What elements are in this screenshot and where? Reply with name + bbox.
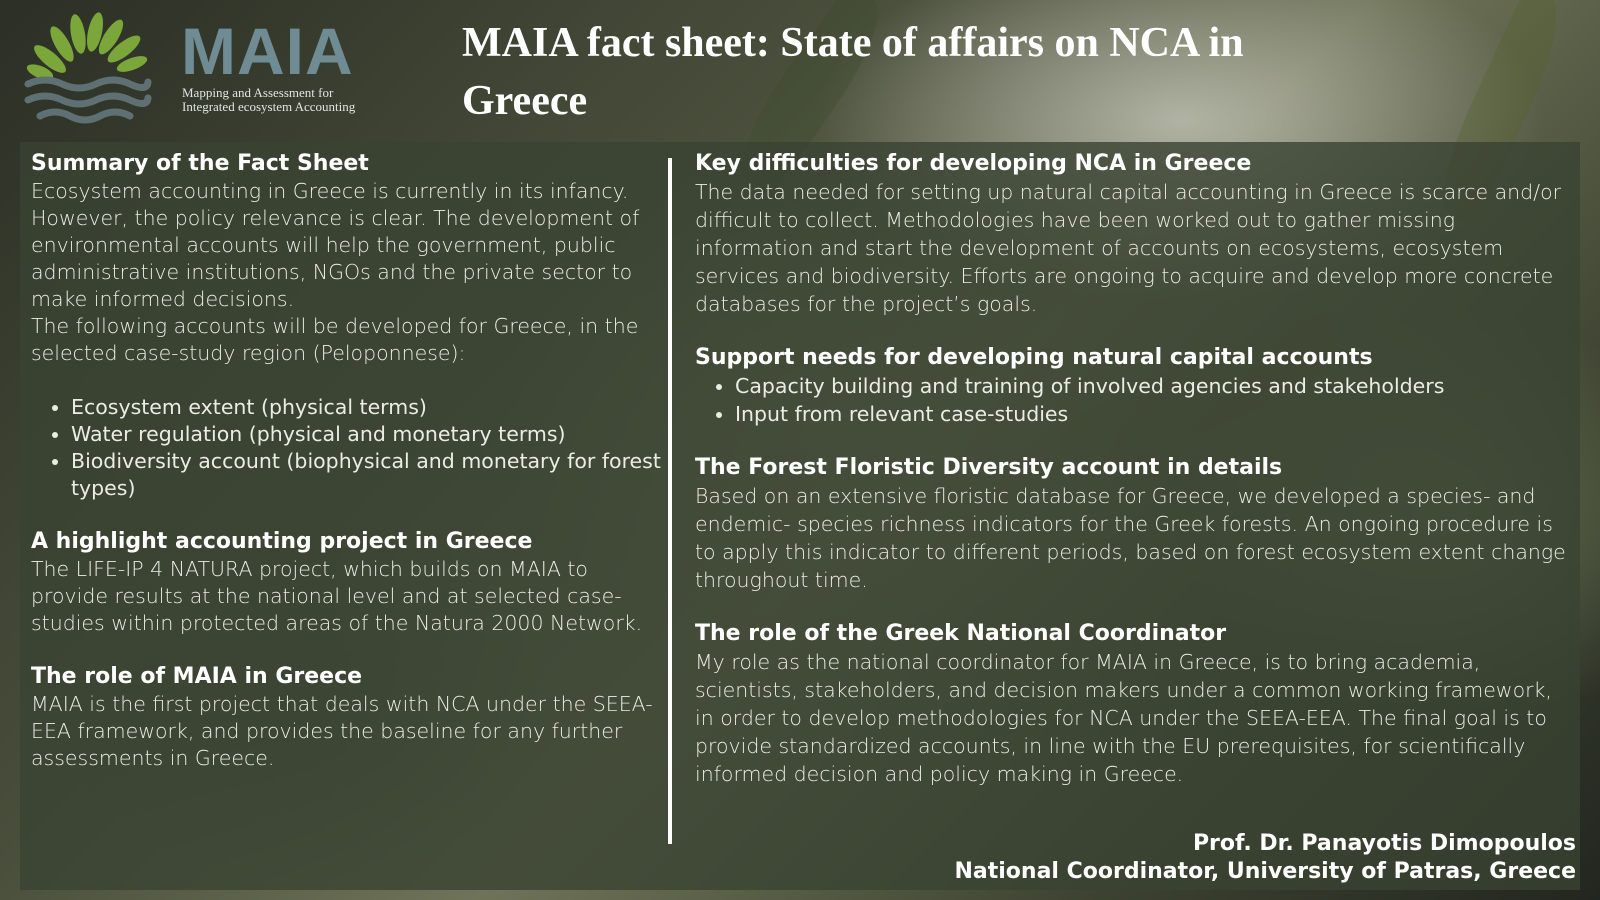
logo-subtitle-line: Integrated ecosystem Accounting bbox=[182, 99, 356, 114]
highlight-section bbox=[31, 528, 663, 637]
column-divider bbox=[668, 158, 672, 844]
page-title: MAIA fact sheet: State of affairs on NCA in Greece bbox=[462, 20, 1244, 124]
role-maia-section bbox=[31, 663, 663, 772]
highlight-paragraph: The LIFE-IP 4 NATURA project, which builds on MAIA to provide results at the national level and at selected case-studies within protected areas of the Natura 2000 Network. bbox=[31, 557, 643, 635]
logo-subtitle-line: Mapping and Assessment for bbox=[182, 85, 334, 100]
coordinator-section bbox=[695, 620, 1575, 788]
signature-name: Prof. Dr. Panayotis Dimopoulos bbox=[1192, 831, 1576, 856]
role-maia-paragraph: MAIA is the first project that deals with NCA under the SEEA-EEA framework, and provides the baseline for any further assessments in Greece. bbox=[31, 692, 653, 770]
forest-heading: The Forest Floristic Diversity account in details bbox=[695, 455, 1283, 480]
list-item: • Capacity building and training of involved agencies and stakeholders bbox=[735, 372, 1575, 400]
role-maia-heading: The role of MAIA in Greece bbox=[31, 664, 363, 689]
support-list bbox=[695, 372, 1575, 428]
forest-section bbox=[695, 454, 1575, 594]
highlight-heading: A highlight accounting project in Greece bbox=[31, 529, 533, 554]
summary-paragraph: The following accounts will be developed for Greece, in the selected case-study region (Peloponnese): bbox=[31, 314, 639, 365]
difficulties-heading: Key difficulties for developing NCA in Greece bbox=[695, 151, 1252, 176]
support-section bbox=[695, 344, 1575, 428]
coordinator-paragraph: My role as the national coordinator for MAIA in Greece, is to bring academia, scientists, stakeholders, and decision makers under a common working framework, in order to develop methodologies for NCA under the SEEA-EEA. The final goal is to provide standardized accounts, in line with the EU prerequisites, for scientifically informed decision and policy making in Greece. bbox=[695, 650, 1552, 786]
difficulties-section bbox=[695, 150, 1575, 318]
summary-heading: Summary of the Fact Sheet bbox=[31, 151, 369, 176]
list-item: • Water regulation (physical and monetary terms) bbox=[71, 421, 663, 448]
list-item: • Biodiversity account (biophysical and monetary for forest types) bbox=[71, 448, 663, 502]
logo-wordmark: MAIA bbox=[181, 14, 354, 88]
difficulties-paragraph: The data needed for setting up natural capital accounting in Greece is scarce and/or difficult to collect. Methodologies have been worked out to gather missing information and start the development of accounts on ecosystems, ecosystem services and biodiversity. Efforts are ongoing to acquire and develop more concrete databases for the project’s goals. bbox=[695, 180, 1562, 316]
signature bbox=[954, 830, 1576, 886]
coordinator-heading: The role of the Greek National Coordinator bbox=[695, 621, 1227, 646]
logo-subtitle bbox=[182, 86, 355, 114]
list-item: • Input from relevant case-studies bbox=[735, 400, 1575, 428]
left-column bbox=[31, 150, 663, 772]
right-column bbox=[695, 150, 1575, 788]
accounts-list bbox=[31, 394, 663, 502]
signature-affiliation: National Coordinator, University of Patras, Greece bbox=[954, 859, 1576, 884]
summary-section bbox=[31, 150, 663, 502]
support-heading: Support needs for developing natural capital accounts bbox=[695, 345, 1373, 370]
list-item: • Ecosystem extent (physical terms) bbox=[71, 394, 663, 421]
summary-paragraph: Ecosystem accounting in Greece is currently in its infancy. However, the policy relevance is clear. The development of environmental accounts will help the government, public administrative institutions, NGOs and the private sector to make informed decisions. bbox=[31, 179, 640, 311]
header bbox=[0, 0, 1600, 140]
forest-paragraph: Based on an extensive floristic database for Greece, we developed a species- and endemic- species richness indicators for the Greek forests. An ongoing procedure is to apply this indicator to different periods, based on forest ecosystem extent change throughout time. bbox=[695, 484, 1566, 592]
maia-logo-icon bbox=[20, 4, 155, 134]
